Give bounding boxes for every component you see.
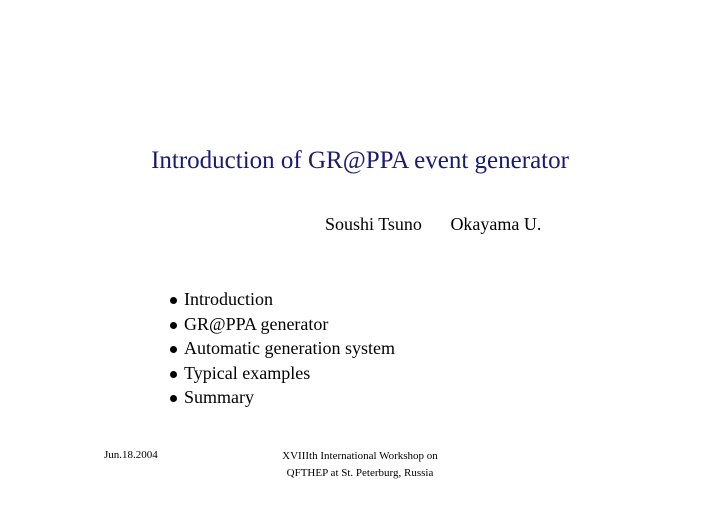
bullet-icon <box>170 346 177 353</box>
outline-item-label: Introduction <box>184 289 273 309</box>
footer-date: Jun.18.2004 <box>104 449 158 461</box>
outline-item-label: Automatic generation system <box>184 338 395 358</box>
bullet-icon <box>170 371 177 378</box>
bullet-icon <box>170 322 177 329</box>
bullet-icon <box>170 395 177 402</box>
outline-item <box>170 336 395 361</box>
outline-item-label: GR@PPA generator <box>184 313 329 334</box>
outline-item-label: Typical examples <box>184 362 311 383</box>
outline-item <box>170 361 395 386</box>
footer-event-line-2: QFTHEP at St. Peterburg, Russia <box>286 467 434 479</box>
outline-item <box>170 287 395 312</box>
outline-list <box>170 287 395 410</box>
footer-event <box>252 448 468 482</box>
outline-item <box>170 385 395 410</box>
author-affiliation: Okayama U. <box>450 214 542 234</box>
outline-item-label: Summary <box>184 387 254 407</box>
footer-event-line-1: XVIIIth International Workshop on <box>282 450 438 462</box>
slide-title: Introduction of GR@PPA event generator <box>151 147 569 174</box>
author-name: Soushi Tsuno <box>325 214 422 234</box>
bullet-icon <box>170 297 177 304</box>
author-line <box>325 212 541 236</box>
outline-item <box>170 312 395 337</box>
